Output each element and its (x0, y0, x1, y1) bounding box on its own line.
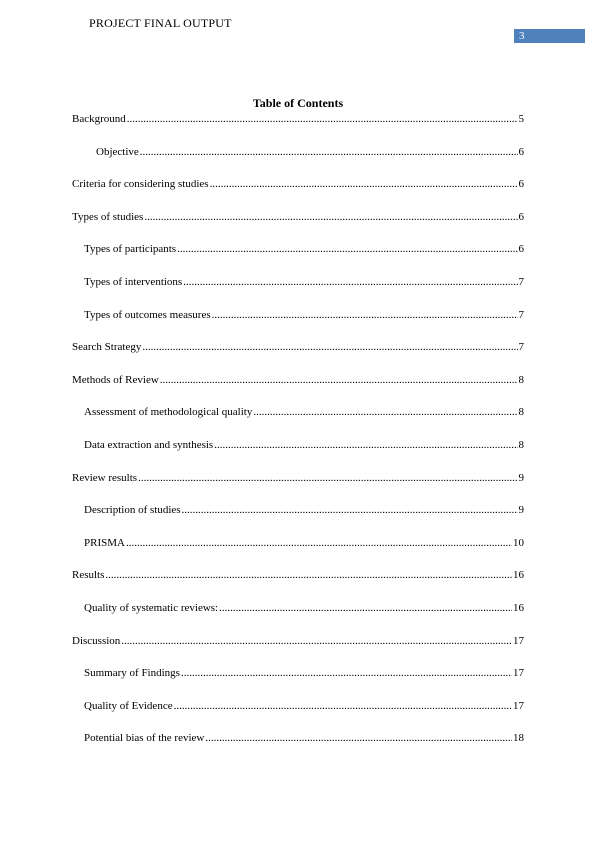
toc-entry-label: Types of outcomes measures (84, 308, 211, 321)
toc-entry-label: Review results (72, 471, 138, 484)
toc-entry-label: Methods of Review (72, 373, 159, 386)
toc-entry[interactable] (84, 405, 524, 419)
toc-entry-label: Objective (96, 145, 139, 158)
toc-entry[interactable] (96, 145, 524, 159)
toc-entry-page: 18 (513, 732, 524, 745)
toc-leader (144, 210, 517, 224)
toc-entry-label: Types of participants (84, 243, 177, 256)
toc-entry-label: Types of interventions (84, 276, 183, 288)
toc-entry-page: 16 (513, 569, 524, 582)
toc-leader (140, 145, 518, 159)
toc-leader (219, 601, 512, 615)
toc-entry-label: Data extraction and synthesis (84, 439, 214, 451)
toc-entry-page: 6 (518, 243, 524, 256)
toc-leader (210, 177, 518, 191)
toc-leader (181, 666, 512, 680)
toc-entry-page: 7 (518, 308, 524, 321)
toc-entry-page: 8 (518, 373, 524, 386)
toc-leader (174, 699, 512, 713)
toc-entry-page: 17 (513, 634, 524, 647)
toc-leader (142, 340, 517, 354)
toc-leader (214, 438, 517, 452)
toc-entry-page: 9 (518, 504, 524, 517)
toc-entry-page: 7 (518, 341, 524, 354)
toc-entry[interactable] (84, 275, 524, 289)
toc-entry[interactable] (72, 568, 524, 582)
toc-entry[interactable] (72, 112, 524, 126)
toc-entry[interactable] (72, 634, 524, 648)
toc-entry-label: Discussion (72, 634, 121, 647)
running-head: PROJECT FINAL OUTPUT (89, 16, 232, 30)
toc-entry-page: 6 (518, 178, 524, 191)
toc-entry[interactable] (72, 177, 524, 191)
toc-entry-label: Search Strategy (72, 341, 142, 354)
toc-entry-page: 17 (513, 667, 524, 680)
toc-leader (160, 373, 518, 387)
toc-leader (126, 536, 512, 550)
toc-entry-page: 7 (518, 276, 524, 288)
toc-leader (182, 503, 518, 517)
toc-entry-page: 6 (518, 145, 524, 158)
toc-entry-page: 5 (518, 113, 524, 125)
toc-entry[interactable] (72, 210, 524, 224)
toc-leader (105, 568, 512, 582)
toc-entry-label: Assessment of methodological quality (84, 406, 253, 419)
toc-leader (253, 405, 517, 419)
toc-entry[interactable] (84, 308, 524, 322)
toc-entry[interactable] (84, 699, 524, 713)
toc-entry-label: Description of studies (84, 504, 181, 517)
toc-entry[interactable] (84, 601, 524, 615)
toc-leader (205, 731, 512, 745)
toc-entry[interactable] (72, 373, 524, 387)
toc-entry-label: Quality of Evidence (84, 699, 173, 712)
toc-entry-page: 6 (518, 210, 524, 223)
toc-entry[interactable] (84, 438, 524, 452)
toc-entry-label: Background (72, 113, 126, 125)
toc-entry-page: 16 (513, 602, 524, 614)
toc-entry-label: Criteria for considering studies (72, 178, 209, 191)
toc-entry-page: 8 (518, 439, 524, 451)
toc-entry[interactable] (84, 731, 524, 745)
toc-entry-page: 10 (513, 536, 524, 549)
toc-entry-label: Potential bias of the review (84, 732, 205, 745)
page-number: 3 (514, 29, 585, 43)
toc-entry-page: 9 (518, 471, 524, 484)
toc-entry-label: Results (72, 569, 105, 582)
toc-entry-page: 8 (518, 406, 524, 419)
toc-entry[interactable] (72, 340, 524, 354)
toc-entry-label: Types of studies (72, 210, 144, 223)
toc-entry[interactable] (84, 242, 524, 256)
toc-entry[interactable] (84, 503, 524, 517)
toc-leader (183, 275, 517, 289)
toc-title: Table of Contents (252, 96, 344, 110)
toc-leader (127, 112, 518, 126)
toc-entry-label: Summary of Findings (84, 667, 180, 680)
toc-leader (121, 634, 512, 648)
toc-leader (212, 308, 518, 322)
toc-leader (138, 471, 517, 485)
toc-entry[interactable] (84, 666, 524, 680)
toc-entry-page: 17 (513, 699, 524, 712)
toc-entry[interactable] (72, 471, 524, 485)
toc-entry[interactable] (84, 536, 524, 550)
toc-entry-label: Quality of systematic reviews: (84, 602, 219, 614)
toc-entry-label: PRISMA (84, 536, 125, 549)
toc-leader (177, 242, 517, 256)
